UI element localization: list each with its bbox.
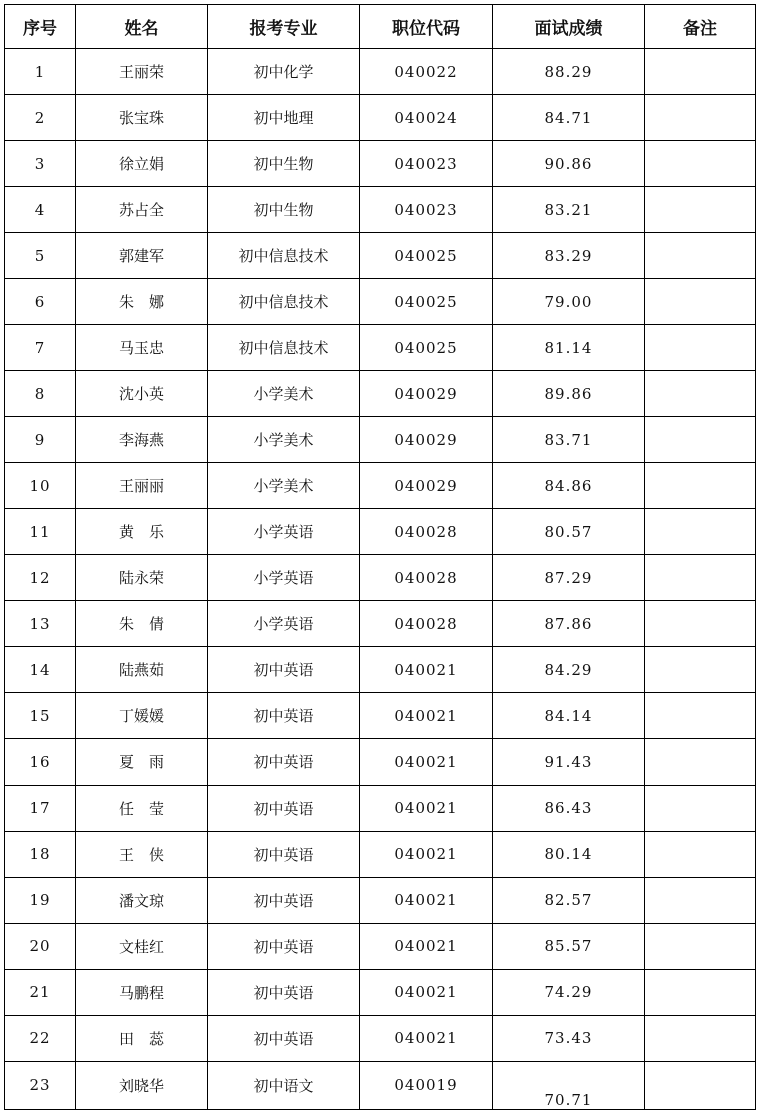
- cell-position-code: 040019: [360, 1061, 493, 1109]
- cell-major: 初中信息技术: [208, 233, 360, 279]
- cell-position-code: 040021: [360, 1015, 493, 1061]
- cell-name: 文桂红: [76, 923, 208, 969]
- cell-remarks: [645, 831, 756, 877]
- table-row: [5, 739, 756, 785]
- cell-name: 马鹏程: [76, 969, 208, 1015]
- cell-remarks: [645, 509, 756, 555]
- cell-remarks: [645, 877, 756, 923]
- cell-major: 小学英语: [208, 555, 360, 601]
- header-row: [5, 5, 756, 49]
- cell-name: 王丽丽: [76, 463, 208, 509]
- cell-remarks: [645, 325, 756, 371]
- cell-serial-number: 20: [5, 923, 76, 969]
- cell-interview-score: 83.21: [493, 187, 645, 233]
- cell-interview-score: 89.86: [493, 371, 645, 417]
- cell-position-code: 040021: [360, 969, 493, 1015]
- cell-serial-number: 1: [5, 49, 76, 95]
- cell-position-code: 040021: [360, 831, 493, 877]
- cell-name: 苏占全: [76, 187, 208, 233]
- table-row: [5, 555, 756, 601]
- cell-position-code: 040022: [360, 49, 493, 95]
- cell-remarks: [645, 693, 756, 739]
- table-row: [5, 463, 756, 509]
- table-row: [5, 785, 756, 831]
- cell-serial-number: 4: [5, 187, 76, 233]
- table-row: [5, 325, 756, 371]
- cell-serial-number: 9: [5, 417, 76, 463]
- cell-interview-score: 79.00: [493, 279, 645, 325]
- cell-name: 朱 倩: [76, 601, 208, 647]
- table-row: [5, 923, 756, 969]
- cell-major: 初中英语: [208, 693, 360, 739]
- cell-remarks: [645, 601, 756, 647]
- cell-interview-score: 83.71: [493, 417, 645, 463]
- cell-position-code: 040029: [360, 417, 493, 463]
- cell-name: 李海燕: [76, 417, 208, 463]
- cell-serial-number: 16: [5, 739, 76, 785]
- cell-interview-score: 85.57: [493, 923, 645, 969]
- cell-major: 初中英语: [208, 877, 360, 923]
- table-row: [5, 95, 756, 141]
- table-row: [5, 279, 756, 325]
- cell-major: 初中生物: [208, 187, 360, 233]
- cell-serial-number: 19: [5, 877, 76, 923]
- cell-position-code: 040025: [360, 279, 493, 325]
- header-name: 姓名: [76, 5, 208, 49]
- table-row: [5, 1015, 756, 1061]
- table-row: [5, 417, 756, 463]
- cell-position-code: 040024: [360, 95, 493, 141]
- cell-name: 王 侠: [76, 831, 208, 877]
- interview-score-table: [4, 4, 756, 1110]
- cell-name: 陆永荣: [76, 555, 208, 601]
- cell-remarks: [645, 555, 756, 601]
- cell-serial-number: 8: [5, 371, 76, 417]
- cell-remarks: [645, 647, 756, 693]
- header-position-code: 职位代码: [360, 5, 493, 49]
- cell-name: 王丽荣: [76, 49, 208, 95]
- table-row: [5, 693, 756, 739]
- cell-interview-score: 88.29: [493, 49, 645, 95]
- cell-position-code: 040023: [360, 141, 493, 187]
- cell-position-code: 040023: [360, 187, 493, 233]
- cell-remarks: [645, 1061, 756, 1109]
- table-row: [5, 1061, 756, 1109]
- table-row: [5, 647, 756, 693]
- cell-major: 初中英语: [208, 1015, 360, 1061]
- cell-name: 潘文琼: [76, 877, 208, 923]
- header-major: 报考专业: [208, 5, 360, 49]
- cell-serial-number: 13: [5, 601, 76, 647]
- cell-position-code: 040028: [360, 509, 493, 555]
- cell-name: 任 莹: [76, 785, 208, 831]
- cell-remarks: [645, 279, 756, 325]
- table-row: [5, 877, 756, 923]
- cell-position-code: 040021: [360, 647, 493, 693]
- cell-interview-score: 84.71: [493, 95, 645, 141]
- cell-serial-number: 3: [5, 141, 76, 187]
- cell-serial-number: 23: [5, 1061, 76, 1109]
- cell-name: 丁媛媛: [76, 693, 208, 739]
- cell-remarks: [645, 95, 756, 141]
- cell-interview-score: 87.86: [493, 601, 645, 647]
- cell-major: 初中英语: [208, 647, 360, 693]
- cell-interview-score: 83.29: [493, 233, 645, 279]
- cell-serial-number: 7: [5, 325, 76, 371]
- cell-remarks: [645, 141, 756, 187]
- cell-name: 马玉忠: [76, 325, 208, 371]
- cell-position-code: 040029: [360, 463, 493, 509]
- table-row: [5, 371, 756, 417]
- cell-major: 初中地理: [208, 95, 360, 141]
- table-row: [5, 187, 756, 233]
- cell-remarks: [645, 969, 756, 1015]
- table-row: [5, 969, 756, 1015]
- cell-position-code: 040021: [360, 877, 493, 923]
- cell-position-code: 040028: [360, 601, 493, 647]
- cell-serial-number: 11: [5, 509, 76, 555]
- cell-name: 沈小英: [76, 371, 208, 417]
- header-interview-score: 面试成绩: [493, 5, 645, 49]
- cell-serial-number: 18: [5, 831, 76, 877]
- cell-interview-score: 84.29: [493, 647, 645, 693]
- cell-interview-score: 73.43: [493, 1015, 645, 1061]
- cell-serial-number: 2: [5, 95, 76, 141]
- cell-position-code: 040021: [360, 923, 493, 969]
- cell-major: 初中英语: [208, 969, 360, 1015]
- cell-major: 初中信息技术: [208, 279, 360, 325]
- cell-major: 初中英语: [208, 739, 360, 785]
- cell-serial-number: 22: [5, 1015, 76, 1061]
- cell-interview-score: 84.14: [493, 693, 645, 739]
- cell-interview-score: 86.43: [493, 785, 645, 831]
- cell-major: 初中英语: [208, 785, 360, 831]
- cell-remarks: [645, 785, 756, 831]
- cell-name: 黄 乐: [76, 509, 208, 555]
- cell-position-code: 040021: [360, 739, 493, 785]
- cell-major: 初中英语: [208, 831, 360, 877]
- cell-serial-number: 10: [5, 463, 76, 509]
- cell-major: 小学英语: [208, 509, 360, 555]
- cell-remarks: [645, 1015, 756, 1061]
- cell-major: 初中英语: [208, 923, 360, 969]
- cell-interview-score: 70.71: [493, 1061, 645, 1109]
- cell-interview-score: 82.57: [493, 877, 645, 923]
- cell-position-code: 040021: [360, 693, 493, 739]
- cell-remarks: [645, 923, 756, 969]
- cell-name: 刘晓华: [76, 1061, 208, 1109]
- cell-interview-score: 84.86: [493, 463, 645, 509]
- cell-serial-number: 17: [5, 785, 76, 831]
- cell-serial-number: 14: [5, 647, 76, 693]
- header-remarks: 备注: [645, 5, 756, 49]
- cell-remarks: [645, 49, 756, 95]
- cell-name: 夏 雨: [76, 739, 208, 785]
- cell-interview-score: 90.86: [493, 141, 645, 187]
- cell-name: 张宝珠: [76, 95, 208, 141]
- cell-interview-score: 74.29: [493, 969, 645, 1015]
- cell-remarks: [645, 417, 756, 463]
- cell-name: 徐立娟: [76, 141, 208, 187]
- table-row: [5, 831, 756, 877]
- cell-major: 初中化学: [208, 49, 360, 95]
- cell-interview-score: 87.29: [493, 555, 645, 601]
- cell-position-code: 040028: [360, 555, 493, 601]
- cell-serial-number: 12: [5, 555, 76, 601]
- cell-major: 初中生物: [208, 141, 360, 187]
- cell-interview-score: 91.43: [493, 739, 645, 785]
- cell-interview-score: 80.14: [493, 831, 645, 877]
- table-row: [5, 233, 756, 279]
- cell-serial-number: 6: [5, 279, 76, 325]
- cell-position-code: 040025: [360, 325, 493, 371]
- cell-remarks: [645, 233, 756, 279]
- cell-major: 小学美术: [208, 463, 360, 509]
- cell-major: 小学英语: [208, 601, 360, 647]
- cell-name: 田 蕊: [76, 1015, 208, 1061]
- cell-remarks: [645, 739, 756, 785]
- cell-position-code: 040021: [360, 785, 493, 831]
- cell-major: 小学美术: [208, 417, 360, 463]
- cell-major: 初中信息技术: [208, 325, 360, 371]
- table-header: [5, 5, 756, 49]
- table-row: [5, 509, 756, 555]
- cell-name: 朱 娜: [76, 279, 208, 325]
- cell-name: 陆燕茹: [76, 647, 208, 693]
- table-body: [5, 49, 756, 1110]
- cell-major: 小学美术: [208, 371, 360, 417]
- cell-remarks: [645, 187, 756, 233]
- cell-interview-score: 81.14: [493, 325, 645, 371]
- cell-position-code: 040029: [360, 371, 493, 417]
- cell-remarks: [645, 371, 756, 417]
- cell-position-code: 040025: [360, 233, 493, 279]
- cell-interview-score: 80.57: [493, 509, 645, 555]
- cell-serial-number: 5: [5, 233, 76, 279]
- cell-serial-number: 15: [5, 693, 76, 739]
- cell-serial-number: 21: [5, 969, 76, 1015]
- table-row: [5, 141, 756, 187]
- cell-remarks: [645, 463, 756, 509]
- header-serial-number: 序号: [5, 5, 76, 49]
- table-row: [5, 49, 756, 95]
- cell-major: 初中语文: [208, 1061, 360, 1109]
- table-row: [5, 601, 756, 647]
- cell-name: 郭建军: [76, 233, 208, 279]
